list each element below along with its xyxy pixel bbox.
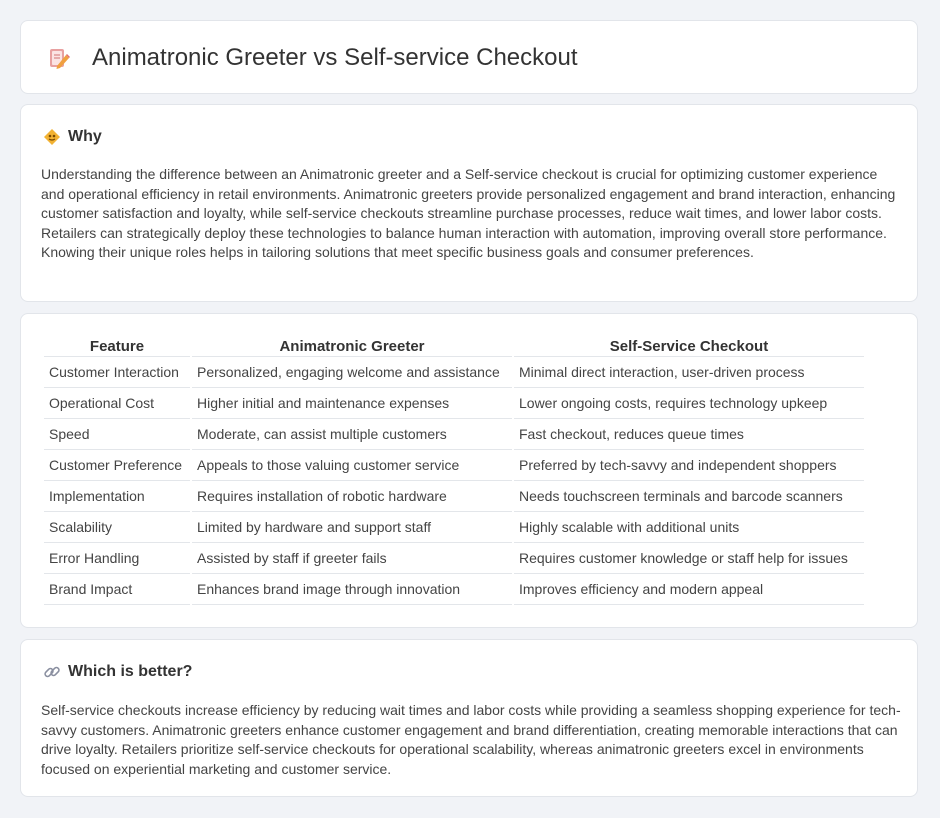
checkout-cell: Highly scalable with additional units: [514, 512, 864, 543]
greeter-cell: Moderate, can assist multiple customers: [192, 419, 512, 450]
why-text: Understanding the difference between an Animatronic greeter and a Self-service checkout is crucial for optimizing customer experience and operational efficiency in retail environments. Animatronic greeters provide personalized engagement and brand interaction, enhancing customer satisfaction and loyalty, while self-service checkouts streamline purchase processes, reduce wait times, and lower labor costs. Retailers can strategically deploy these technologies to balance human interaction with automation, improving overall store performance. Knowing their unique roles helps in tailoring solutions that meet specific business goals and consumer preferences.: [41, 166, 896, 260]
checkout-cell: Minimal direct interaction, user-driven process: [514, 357, 864, 388]
diamond-warning-icon: [43, 128, 61, 146]
better-heading-row: [43, 662, 192, 682]
checkout-cell: Needs touchscreen terminals and barcode scanners: [514, 481, 864, 512]
comparison-section: [20, 313, 918, 628]
greeter-cell: Personalized, engaging welcome and assistance: [192, 357, 512, 388]
feature-cell: Customer Interaction: [44, 357, 190, 388]
table-row: [44, 481, 864, 512]
table-row: [44, 512, 864, 543]
header-feature: Feature: [44, 336, 190, 357]
greeter-cell: Higher initial and maintenance expenses: [192, 388, 512, 419]
why-heading-row: [43, 127, 102, 147]
greeter-cell: Enhances brand image through innovation: [192, 574, 512, 605]
feature-cell: Customer Preference: [44, 450, 190, 481]
table-row: [44, 543, 864, 574]
header-card: [20, 20, 918, 94]
feature-cell: Scalability: [44, 512, 190, 543]
comparison-table: [42, 336, 866, 605]
table-row: [44, 388, 864, 419]
header-animatronic-greeter: Animatronic Greeter: [192, 336, 512, 357]
which-is-better-section: [20, 639, 918, 797]
table-row: [44, 357, 864, 388]
link-icon: [43, 663, 61, 681]
greeter-cell: Appeals to those valuing customer service: [192, 450, 512, 481]
table-row: [44, 574, 864, 605]
document-pencil-icon: [47, 47, 71, 71]
why-section: [20, 104, 918, 302]
feature-cell: Operational Cost: [44, 388, 190, 419]
better-heading: Which is better?: [68, 663, 193, 680]
feature-cell: Error Handling: [44, 543, 190, 574]
table-row: [44, 419, 864, 450]
checkout-cell: Requires customer knowledge or staff help for issues: [514, 543, 864, 574]
page-title: Animatronic Greeter vs Self-service Checkout: [92, 44, 578, 71]
feature-cell: Speed: [44, 419, 190, 450]
why-heading: Why: [68, 128, 102, 145]
feature-cell: Brand Impact: [44, 574, 190, 605]
greeter-cell: Requires installation of robotic hardware: [192, 481, 512, 512]
greeter-cell: Limited by hardware and support staff: [192, 512, 512, 543]
header-self-service-checkout: Self-Service Checkout: [514, 336, 864, 357]
better-text: Self-service checkouts increase efficiency by reducing wait times and labor costs while providing a seamless shopping experience for tech-savvy customers. Animatronic greeters enhance customer engagement and brand differentiation, creating memorable interactions that can drive loyalty. Retailers prioritize self-service checkouts for operational scalability, whereas animatronic greeters excel in environments focused on experiential marketing and customer service.: [41, 702, 901, 777]
checkout-cell: Lower ongoing costs, requires technology upkeep: [514, 388, 864, 419]
feature-cell: Implementation: [44, 481, 190, 512]
table-row: [44, 450, 864, 481]
checkout-cell: Fast checkout, reduces queue times: [514, 419, 864, 450]
checkout-cell: Improves efficiency and modern appeal: [514, 574, 864, 605]
checkout-cell: Preferred by tech-savvy and independent shoppers: [514, 450, 864, 481]
table-header-row: [44, 336, 864, 357]
greeter-cell: Assisted by staff if greeter fails: [192, 543, 512, 574]
